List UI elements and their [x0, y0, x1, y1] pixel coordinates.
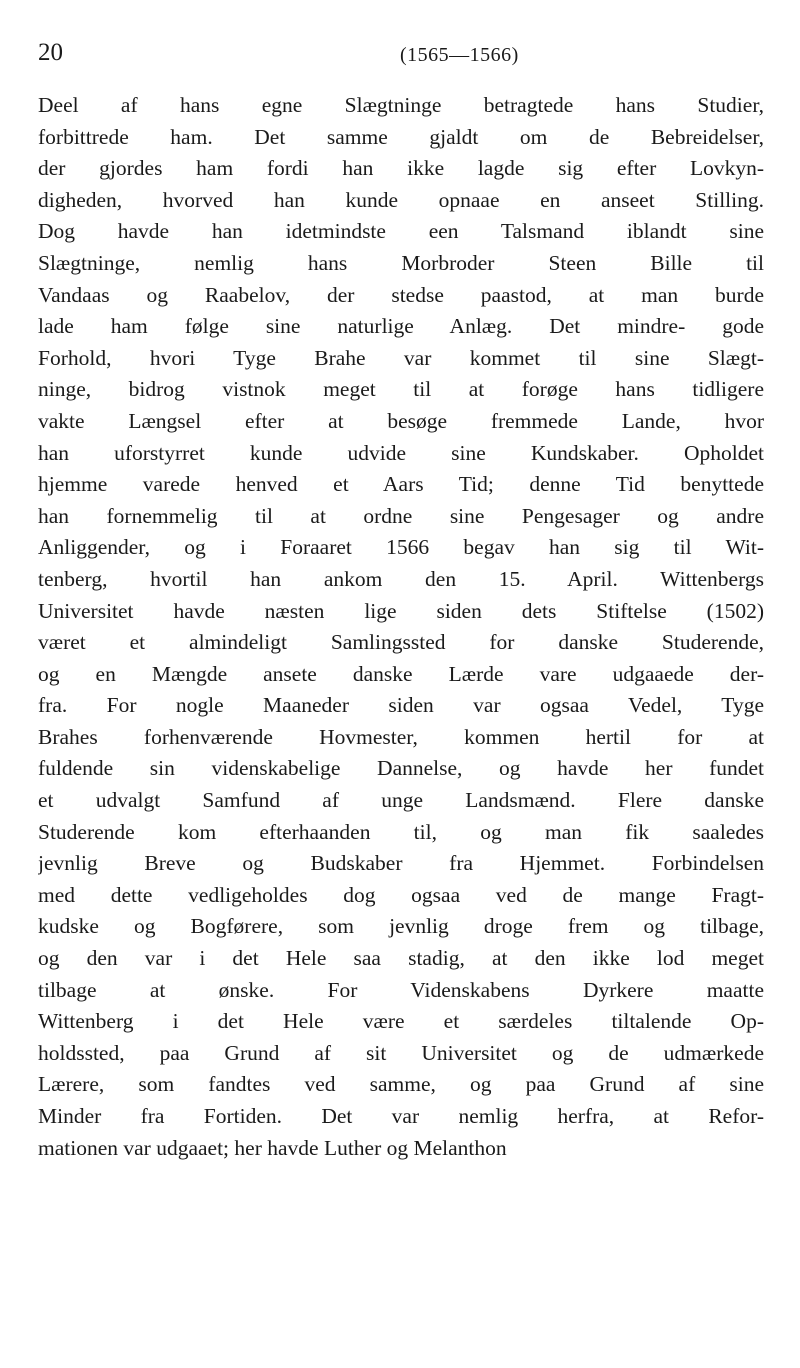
- text-line: forbittrede ham. Det samme gjaldt om de Bebreidelser,: [38, 124, 764, 149]
- text-line: Slægtninge, nemlig hans Morbroder Steen Bille til: [38, 250, 764, 275]
- body-text: [38, 90, 764, 1164]
- text-line: han fornemmelig til at ordne sine Pengesager og andre: [38, 503, 764, 528]
- text-line: hjemme varede henved et Aars Tid; denne Tid benyttede: [38, 472, 764, 497]
- text-line: jevnlig Breve og Budskaber fra Hjemmet. Forbindelsen: [38, 851, 764, 876]
- text-line: vakte Længsel efter at besøge fremmede Lande, hvor: [38, 408, 764, 433]
- text-line: et udvalgt Samfund af unge Landsmænd. Flere danske: [38, 788, 764, 813]
- page-header: [0, 38, 800, 68]
- text-line: Lærere, som fandtes ved samme, og paa Grund af sine: [38, 1072, 764, 1097]
- text-line: Vandaas og Raabelov, der stedse paastod, at man burde: [38, 282, 764, 307]
- page-number: 20: [38, 39, 63, 66]
- text-line: fuldende sin videnskabelige Dannelse, og havde her fundet: [38, 756, 764, 781]
- text-line: Wittenberg i det Hele være et særdeles tiltalende Op-: [38, 1009, 764, 1034]
- text-line: digheden, hvorved han kunde opnaae en anseet Stilling.: [38, 187, 764, 212]
- text-line: Brahes forhenværende Hovmester, kommen hertil for at: [38, 724, 764, 749]
- text-line: Forhold, hvori Tyge Brahe var kommet til sine Slægt-: [38, 345, 764, 370]
- text-line: Studerende kom efterhaanden til, og man fik saaledes: [38, 819, 764, 844]
- text-line: og en Mængde ansete danske Lærde vare udgaaede der-: [38, 661, 764, 686]
- text-line: Anliggender, og i Foraaret 1566 begav han sig til Wit-: [38, 535, 764, 560]
- text-line: været et almindeligt Samlingssted for danske Studerende,: [38, 630, 764, 655]
- text-line: Deel af hans egne Slægtninge betragtede hans Studier,: [38, 93, 764, 117]
- text-line: Universitet havde næsten lige siden dets Stiftelse (1502): [38, 598, 764, 623]
- text-line: ninge, bidrog vistnok meget til at forøge hans tidligere: [38, 377, 764, 402]
- running-head-years: (1565—1566): [400, 44, 519, 66]
- text-line: lade ham følge sine naturlige Anlæg. Det mindre- gode: [38, 314, 764, 339]
- text-line: Minder fra Fortiden. Det var nemlig herfra, at Refor-: [38, 1104, 764, 1128]
- text-line: tilbage at ønske. For Videnskabens Dyrkere maatte: [38, 977, 764, 1002]
- text-line: med dette vedligeholdes dog ogsaa ved de mange Fragt-: [38, 882, 764, 907]
- text-line: og den var i det Hele saa stadig, at den ikke lod meget: [38, 946, 764, 971]
- text-line: fra. For nogle Maaneder siden var ogsaa Vedel, Tyge: [38, 693, 764, 718]
- text-line: mationen var udgaaet; her havde Luther og Melanthon: [38, 1135, 507, 1160]
- text-line: Dog havde han idetmindste een Talsmand iblandt sine: [38, 219, 764, 244]
- text-line: tenberg, hvortil han ankom den 15. April. Wittenbergs: [38, 566, 764, 591]
- text-line: der gjordes ham fordi han ikke lagde sig efter Lovkyn-: [38, 156, 764, 181]
- text-line: kudske og Bogførere, som jevnlig droge frem og tilbage,: [38, 914, 764, 939]
- text-line: holdssted, paa Grund af sit Universitet og de udmærkede: [38, 1040, 764, 1065]
- text-line: han uforstyrret kunde udvide sine Kundskaber. Opholdet: [38, 440, 764, 465]
